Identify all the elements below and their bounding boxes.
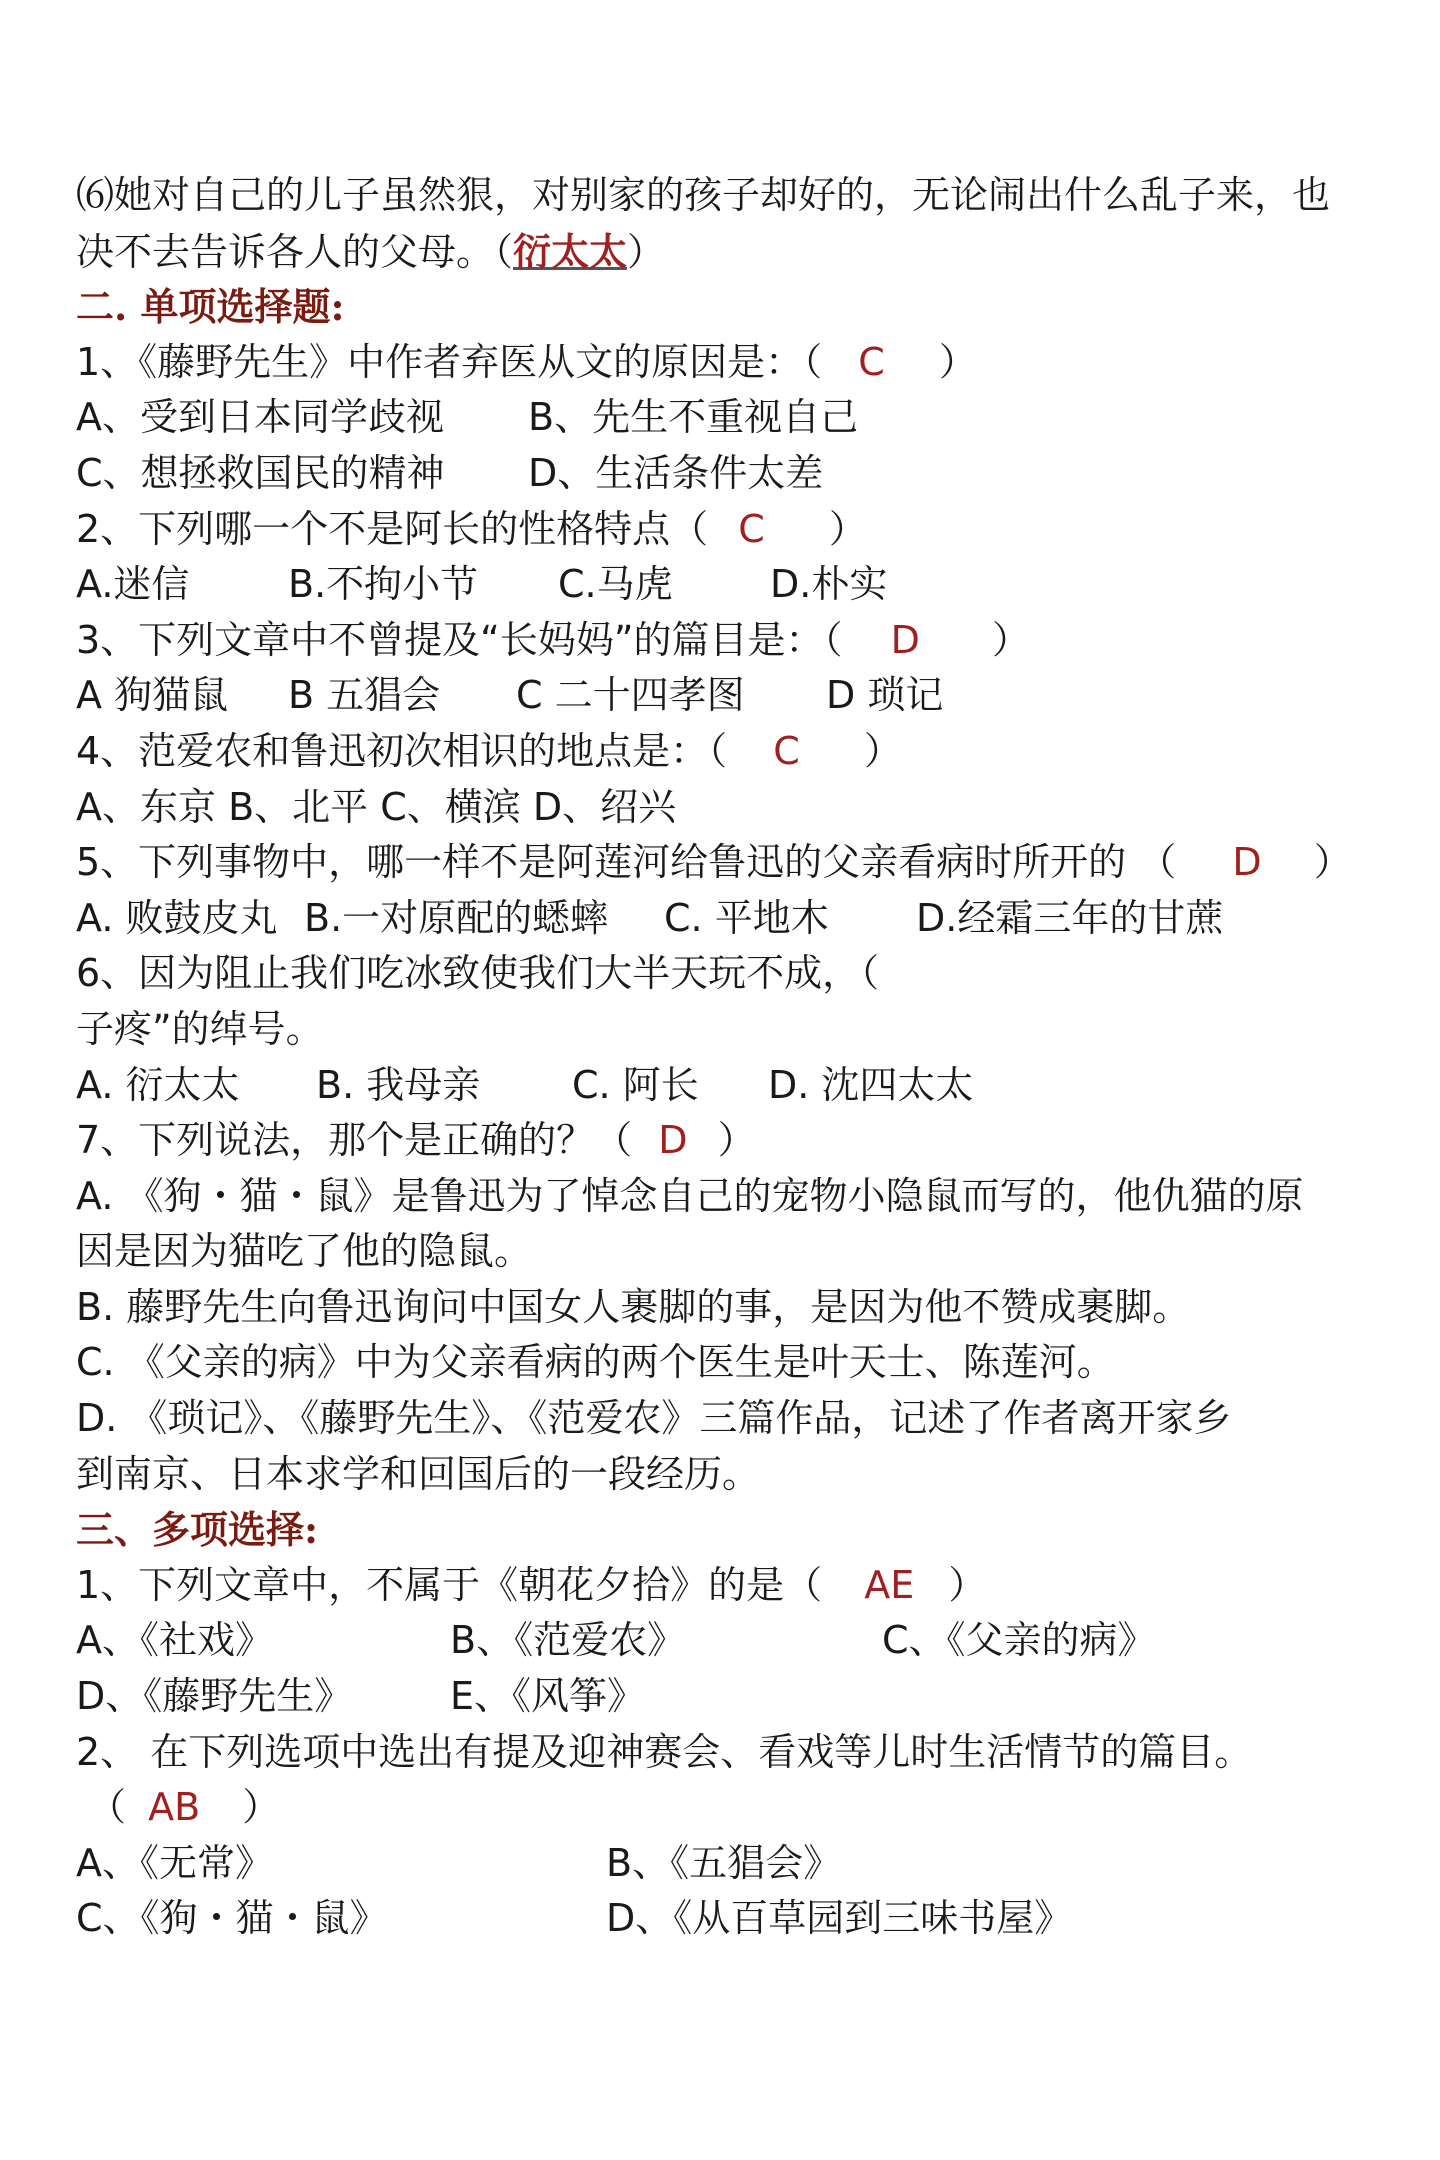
s3-q1-stem-line [76,1558,1376,1614]
fill-blank-q6-line2 [76,224,1376,280]
fill-blank-q6-text: ⑹她对自己的儿子虽然狠，对别家的孩子却好的，无论闹出什么乱子来，也 [76,173,1331,217]
s2-q5-stem-line [76,835,1376,891]
s2-q3-answer: D [890,617,920,662]
s2-q1-close: ） [938,339,977,384]
s2-q1-opt-b: B、先生不重视自己 [528,395,859,440]
s2-q1-options-cd [76,446,1376,502]
s2-q6-opt-c: C. 阿长 [572,1062,699,1107]
s3-q2-answer: AB [148,1785,201,1830]
s3-q2-stem: 2、 在下列选项中选出有提及迎神赛会、看戏等儿时生活情节的篇目。 [76,1729,1253,1774]
s3-q1-answer: AE [864,1562,915,1607]
s2-q7-opt-d-line1: D. 《琐记》、《藤野先生》、《范爱农》三篇作品，记述了作者离开家乡 [76,1396,1232,1441]
section2-title: 二. 单项选择题: [76,284,345,330]
fill-blank-q6-line1 [76,168,1376,224]
s2-q5-options [76,891,1376,947]
s2-q2-stem: 2、下列哪一个不是阿长的性格特点（ [76,506,709,551]
s3-q1-opt-b: B、《范爱农》 [450,1618,686,1663]
worksheet [76,168,1376,1947]
s3-q2-options-ab [76,1836,1376,1892]
fill-blank-q6-close: ） [627,229,666,274]
section3-title: 三、多项选择: [76,1507,319,1553]
s2-q5-opt-d: D.经霜三年的甘蔗 [916,895,1224,940]
s2-q6-stem: 6、因为阻止我们吃冰致使我们大半天玩不成，（ [76,951,880,996]
s3-q2-stem-line [76,1725,1376,1781]
s2-q5-opt-b: B.一对原配的蟋蟀 [304,895,609,940]
s2-q3-opt-d: D 琐记 [826,673,944,718]
s2-q2-opt-b: B.不拘小节 [288,562,479,607]
s3-q1-opt-e: E、《风筝》 [450,1674,646,1719]
s2-q1-options-ab [76,390,1376,446]
s2-q5-close: ） [1313,840,1352,885]
s2-q3-opt-a: A 狗猫鼠 [76,673,229,718]
s2-q6-stem2: 子疼”的绰号。 [76,1006,324,1051]
s3-q2-opt-a: A、《无常》 [76,1840,273,1885]
s2-q2-options [76,557,1376,613]
s2-q1-opt-c: C、想拯救国民的精神 [76,450,445,495]
s3-q1-opt-a: A、《社戏》 [76,1618,273,1663]
s3-q2-opt-d: D、《从百草园到三味书屋》 [606,1896,1073,1941]
s2-q2-opt-d: D.朴实 [770,562,888,607]
s2-q6-opt-d: D. 沈四太太 [768,1062,974,1107]
s2-q1-answer: C [858,339,885,384]
s2-q7-opt-c: C. 《父亲的病》中为父亲看病的两个医生是叶天士、陈莲河。 [76,1340,1115,1385]
s2-q7-stem-line [76,1113,1376,1169]
s2-q7-opt-d-line2: 到南京、日本求学和回国后的一段经历。 [76,1451,761,1496]
s2-q5-answer: D [1232,840,1262,885]
s2-q2-answer: C [738,506,765,551]
s3-q1-options-de [76,1669,1376,1725]
s3-q1-options-abc [76,1613,1376,1669]
s3-q1-close: ） [948,1562,987,1607]
s2-q4-close: ） [863,728,902,773]
s2-q4-stem-line [76,724,1376,780]
s2-q6-opt-a: A. 衍太太 [76,1062,240,1107]
s2-q7-opt-b: B. 藤野先生向鲁迅询问中国女人裹脚的事，是因为他不赞成裹脚。 [76,1284,1191,1329]
s2-q7-opt-a-line1: A. 《狗・猫・鼠》是鲁迅为了悼念自己的宠物小隐鼠而写的，他仇猫的原 [76,1173,1304,1218]
s2-q3-options [76,668,1376,724]
s2-q6-stem-line2 [76,1002,1376,1058]
s2-q7-stem: 7、下列说法，那个是正确的？（ [76,1118,633,1163]
s3-q1-opt-d: D、《藤野先生》 [76,1674,353,1719]
s3-q2-close: ） [242,1785,281,1830]
s2-q3-opt-c: C 二十四孝图 [516,673,745,718]
s2-q2-stem-line [76,502,1376,558]
s2-q2-opt-c: C.马虎 [558,562,673,607]
s2-q1-opt-d: D、生活条件太差 [528,450,824,495]
s3-q2-open: （ [88,1785,127,1830]
s2-q1-opt-a: A、受到日本同学歧视 [76,395,444,440]
fill-blank-q6-text2: 决不去告诉各人的父母。（ [76,229,514,274]
s2-q4-stem: 4、范爱农和鲁迅初次相识的地点是：（ [76,728,728,773]
s2-q3-stem-line [76,613,1376,669]
s3-q2-opt-c: C、《狗・猫・鼠》 [76,1896,388,1941]
s2-q5-opt-a: A. 败鼓皮丸 [76,895,278,940]
s2-q3-stem: 3、下列文章中不曾提及“长妈妈”的篇目是：（ [76,617,843,662]
s2-q7-close: ） [717,1118,756,1163]
s2-q2-opt-a: A.迷信 [76,562,190,607]
s3-q1-stem: 1、下列文章中，不属于《朝花夕拾》的是（ [76,1562,823,1607]
s3-q2-options-cd [76,1891,1376,1947]
s2-q4-answer: C [773,728,800,773]
s2-q7-opt-a-line2: 因是因为猫吃了他的隐鼠。 [76,1229,533,1274]
fill-blank-q6-answer: 衍太太 [513,228,628,274]
s2-q5-stem: 5、下列事物中，哪一样不是阿莲河给鲁迅的父亲看病时所开的 （ [76,840,1177,885]
s2-q3-opt-b: B 五猖会 [288,673,441,718]
s3-q1-opt-c: C、《父亲的病》 [882,1618,1156,1663]
s2-q6-stem-line [76,946,1376,1002]
s2-q4-options: A、东京 B、北平 C、横滨 D、绍兴 [76,784,677,829]
s3-q2-opt-b: B、《五猖会》 [606,1840,842,1885]
s2-q1-stem: 1、《藤野先生》中作者弃医从文的原因是：（ [76,339,823,384]
s2-q2-close: ） [828,506,867,551]
s2-q5-opt-c: C. 平地木 [664,895,829,940]
s2-q1-stem-line [76,335,1376,391]
s2-q6-opt-b: B. 我母亲 [316,1062,481,1107]
s3-q2-answer-line [76,1780,1376,1836]
s2-q7-answer: D [658,1118,688,1163]
s2-q3-close: ） [992,617,1031,662]
s2-q6-options [76,1058,1376,1114]
